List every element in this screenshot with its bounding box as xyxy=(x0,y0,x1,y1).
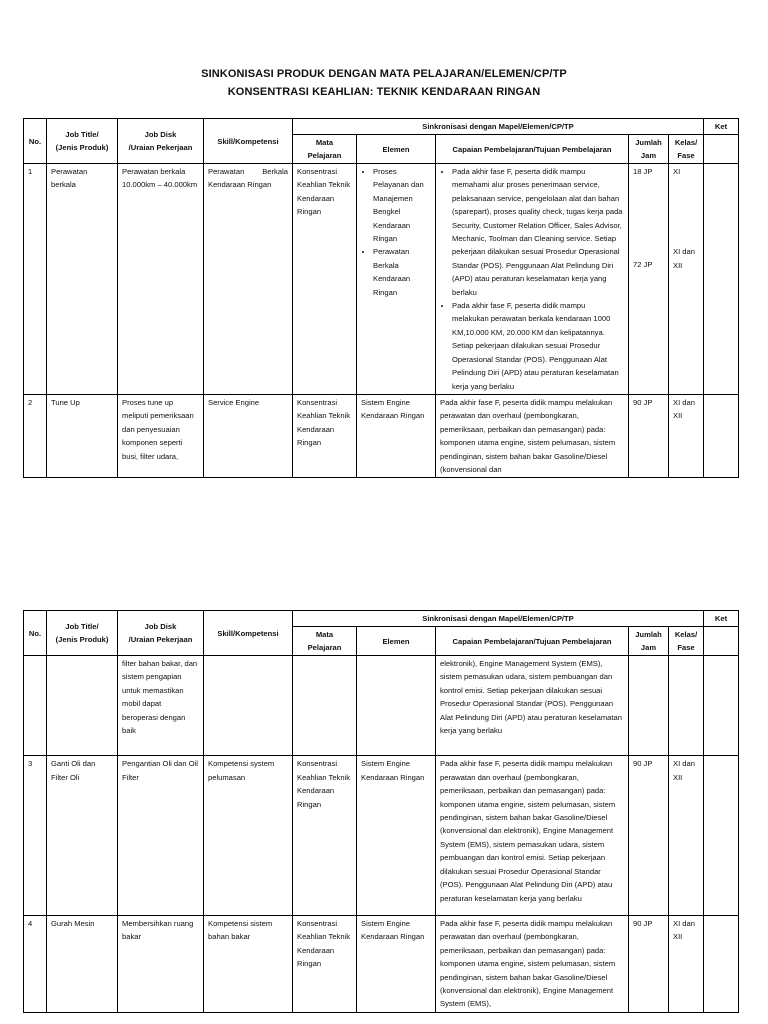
header-skill: Skill/Kompetensi xyxy=(204,611,293,656)
header-kelas-line1: Kelas/ xyxy=(674,630,698,639)
header-job-title-line2: (Jenis Produk) xyxy=(55,143,109,152)
cell-ket xyxy=(704,915,739,1012)
header-job-disk xyxy=(118,611,204,656)
table-row xyxy=(24,394,739,477)
header-kelas-line2: Fase xyxy=(677,643,695,652)
cell-elemen xyxy=(357,656,436,756)
header-elemen: Elemen xyxy=(357,627,436,656)
header-kelas-line2: Fase xyxy=(677,151,695,160)
cell-no: 2 xyxy=(24,394,47,477)
header-job-disk-line1: Job Disk xyxy=(144,130,177,139)
cell-job-title: Perawatan berkala xyxy=(47,164,118,395)
header-elemen: Elemen xyxy=(357,135,436,164)
header-jumlah-jam xyxy=(629,135,669,164)
header-mapel-line1: Mata xyxy=(315,630,334,639)
header-job-disk-line2: /Uraian Pekerjaan xyxy=(128,143,193,152)
header-ket: Ket xyxy=(704,119,739,135)
cell-job-disk: Perawatan berkala 10.000km – 40.000km xyxy=(118,164,204,395)
cell-elemen xyxy=(357,164,436,395)
header-kelas-fase xyxy=(669,135,704,164)
list-item: • Perawatan Berkala Kendaraan Ringan xyxy=(373,245,431,299)
table-row xyxy=(24,756,739,915)
cell-ket xyxy=(704,656,739,756)
header-kelas-fase xyxy=(669,627,704,656)
cell-elemen: Sistem Engine Kendaraan Ringan xyxy=(357,394,436,477)
cell-jam xyxy=(629,656,669,756)
kelas-value: XI xyxy=(673,167,681,176)
cell-no: 3 xyxy=(24,756,47,915)
header-mapel-line1: Mata xyxy=(315,138,334,147)
header-job-disk-line2: /Uraian Pekerjaan xyxy=(128,635,193,644)
header-no: No. xyxy=(24,119,47,164)
header-ket-empty xyxy=(704,627,739,656)
cell-capaian: Pada akhir fase F, peserta didik mampu melakukan perawatan dan overhaul (pembongkaran, pemeriksaan, perbaikan dan pemasangan) pada: komponen utama engine, sistem pelumasan, sistem pendinginan, sistem bahan bakar Gasoline/Diesel (konvensional dan elektronik), Engine Management System (EMS), sistem pemasukan udara, sistem pembuangan dan kontrol emisi. Setiap pekerjaan dilakukan sesuai Prosedur Operasional Standar (POS). Penggunaan Alat Pelindung Diri (APD) atau peraturan keselamatan kerja yang berlaku xyxy=(436,756,629,915)
header-jumlah-line1: Jumlah xyxy=(635,630,662,639)
cell-skill: Kompetensi system pelumasan xyxy=(204,756,293,915)
cell-capaian: elektronik), Engine Management System (EMS), sistem pemasukan udara, sistem pembuangan dan kontrol emisi. Setiap pekerjaan dilakukan sesuai Prosedur Operasional Standar (POS). Penggunaan Alat Pelindung Diri (APD) atau peraturan keselamatan kerja yang berlaku xyxy=(436,656,629,756)
header-jumlah-line2: Jam xyxy=(640,643,657,652)
cell-no xyxy=(24,656,47,756)
cell-jam xyxy=(629,164,669,395)
cell-mapel: Konsentrasi Keahlian Teknik Kendaraan Ringan xyxy=(293,756,357,915)
cell-kelas xyxy=(669,164,704,395)
header-jumlah-line1: Jumlah xyxy=(635,138,662,147)
cell-job-title xyxy=(47,656,118,756)
cell-elemen: Sistem Engine Kendaraan Ringan xyxy=(357,756,436,915)
cell-job-disk: Proses tune up meliputi pemeriksaan dan penyesuaian komponen seperti busi, filter udara, xyxy=(118,394,204,477)
jam-value: 18 JP xyxy=(633,167,653,176)
sync-table-page-1 xyxy=(23,118,739,478)
cell-capaian: Pada akhir fase F, peserta didik mampu melakukan perawatan dan overhaul (pembongkaran, pemeriksaan, perbaikan dan pemasangan) pada: komponen utama engine, sistem pelumasan, sistem pendinginan, sistem bahan bakar Gasoline/Diesel (konvensional dan xyxy=(436,394,629,477)
cell-jam: 90 JP xyxy=(629,756,669,915)
cell-jam: 90 JP xyxy=(629,394,669,477)
cell-job-title: Ganti Oli dan Filter Oli xyxy=(47,756,118,915)
header-job-title-line1: Job Title/ xyxy=(65,130,99,139)
header-job-title xyxy=(47,611,118,656)
cell-mapel: Konsentrasi Keahlian Teknik Kendaraan Ringan xyxy=(293,164,357,395)
header-mapel xyxy=(293,135,357,164)
cell-capaian: Pada akhir fase F, peserta didik mampu melakukan perawatan dan overhaul (pembongkaran, pemeriksaan, perbaikan dan pemasangan) pada: komponen utama engine, sistem pelumasan, sistem pendinginan, sistem bahan bakar Gasoline/Diesel (konvensional dan elektronik), Engine Management System (EMS), xyxy=(436,915,629,1012)
header-jumlah-line2: Jam xyxy=(640,151,657,160)
table-row xyxy=(24,164,739,395)
cell-job-title: Gurah Mesin xyxy=(47,915,118,1012)
list-item: • Proses Pelayanan dan Manajemen Bengkel Kendaraan Ringan xyxy=(373,165,431,245)
cell-no: 4 xyxy=(24,915,47,1012)
kelas-value: XI dan XII xyxy=(673,247,695,270)
header-job-title xyxy=(47,119,118,164)
header-ket: Ket xyxy=(704,611,739,627)
jam-value: 72 JP xyxy=(633,260,653,270)
cell-kelas: XI dan XII xyxy=(669,394,704,477)
cell-mapel xyxy=(293,656,357,756)
header-ket-empty xyxy=(704,135,739,164)
cell-kelas: XI dan XII xyxy=(669,756,704,915)
cell-no: 1 xyxy=(24,164,47,395)
header-job-disk-line1: Job Disk xyxy=(144,622,177,631)
cell-ket xyxy=(704,756,739,915)
cell-job-disk: Pengantian Oli dan Oil Filter xyxy=(118,756,204,915)
cell-mapel: Konsentrasi Keahlian Teknik Kendaraan Ringan xyxy=(293,394,357,477)
cell-mapel: Konsentrasi Keahlian Teknik Kendaraan Ringan xyxy=(293,915,357,1012)
header-sinkronisasi: Sinkronisasi dengan Mapel/Elemen/CP/TP xyxy=(293,119,704,135)
header-kelas-line1: Kelas/ xyxy=(674,138,698,147)
cell-jam: 90 JP xyxy=(629,915,669,1012)
header-mapel-line2: Pelajaran xyxy=(307,643,342,652)
cell-skill xyxy=(204,656,293,756)
table-row xyxy=(24,656,739,756)
cell-elemen: Sistem Engine Kendaraan Ringan xyxy=(357,915,436,1012)
header-mapel xyxy=(293,627,357,656)
list-item: • Pada akhir fase F, peserta didik mampu melakukan perawatan berkala kendaraan 1000 KM,10.000 KM, 20.000 KM dan kelipatannya. Setiap pekerjaan dilakukan sesuai Prosedur Operasional Standar (POS). Penggunaan Alat Pelindung Diri (APD) atau peraturan keselamatan kerja yang berlaku xyxy=(452,299,624,393)
table-row xyxy=(24,915,739,1012)
header-job-disk xyxy=(118,119,204,164)
cell-job-disk: Membersihkan ruang bakar xyxy=(118,915,204,1012)
cell-capaian xyxy=(436,164,629,395)
spacer xyxy=(633,245,664,258)
list-item: • Pada akhir fase F, peserta didik mampu memahami alur proses penerimaan service, pelaksanaan service, pengelolaan alat dan bahan (sparepart), proses quality check, tugas kerja pada Security, Customer Relation Officer, Sales Advisor, Mechanic, Toolman dan Cleaning service. Setiap pekerjaan dilakukan sesuai Prosedur Operasional Standar (POS). Penggunaan Alat Pelindung Diri (APD) atau peraturan keselamatan kerja yang berlaku xyxy=(452,165,624,299)
cell-job-title: Tune Up xyxy=(47,394,118,477)
header-mapel-line2: Pelajaran xyxy=(307,151,342,160)
document-title: SINKONISASI PRODUK DENGAN MATA PELAJARAN/ELEMEN/CP/TP xyxy=(201,68,567,80)
cell-skill: Service Engine xyxy=(204,394,293,477)
header-jumlah-jam xyxy=(629,627,669,656)
header-capaian: Capaian Pembelajaran/Tujuan Pembelajaran xyxy=(436,135,629,164)
spacer xyxy=(673,178,699,245)
spacer xyxy=(633,178,664,245)
header-job-title-line1: Job Title/ xyxy=(65,622,99,631)
header-capaian: Capaian Pembelajaran/Tujuan Pembelajaran xyxy=(436,627,629,656)
cell-kelas xyxy=(669,656,704,756)
sync-table-page-2 xyxy=(23,610,739,1013)
header-no: No. xyxy=(24,611,47,656)
header-skill: Skill/Kompetensi xyxy=(204,119,293,164)
cell-ket xyxy=(704,164,739,395)
cell-skill: Kompetensi sistem bahan bakar xyxy=(204,915,293,1012)
document-subtitle: KONSENTRASI KEAHLIAN: TEKNIK KENDARAAN RINGAN xyxy=(227,86,541,98)
cell-kelas: XI dan XII xyxy=(669,915,704,1012)
cell-job-disk: filter bahan bakar, dan sistem pengapian untuk memastikan mobil dapat beroperasi dengan baik xyxy=(118,656,204,756)
cell-skill: Perawatan Berkala Kendaraan Ringan xyxy=(204,164,293,395)
cell-ket xyxy=(704,394,739,477)
header-sinkronisasi: Sinkronisasi dengan Mapel/Elemen/CP/TP xyxy=(293,611,704,627)
header-job-title-line2: (Jenis Produk) xyxy=(55,635,109,644)
